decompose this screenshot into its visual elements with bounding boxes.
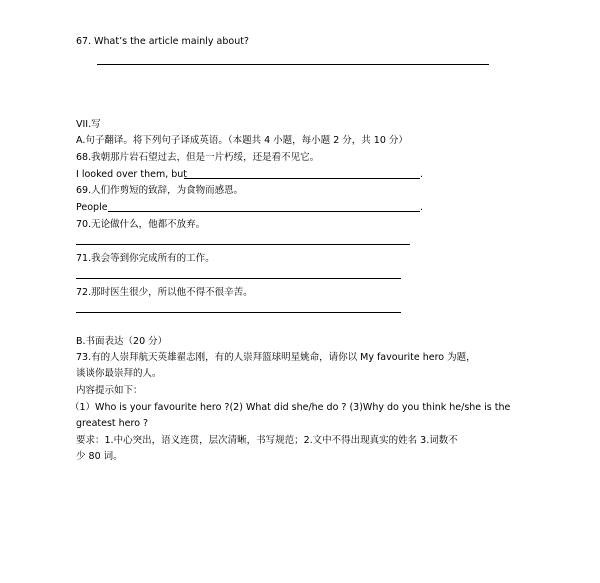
hints-line-cont: greatest hero ? bbox=[76, 418, 149, 429]
answer-line-68[interactable] bbox=[184, 178, 420, 179]
part-b-heading: B.书面表达（20 分） bbox=[76, 336, 168, 347]
answer-line-71[interactable] bbox=[76, 278, 401, 279]
question-68: 68.我朝那片岩石望过去，但是一片朽绥，还是看不见它。 bbox=[76, 152, 320, 163]
answer-line-67[interactable] bbox=[97, 64, 489, 65]
question-69-answer-suffix: . bbox=[420, 202, 424, 213]
answer-line-70[interactable] bbox=[76, 244, 410, 245]
question-73-prompt-cont: 谈谈你最崇拜的人。 bbox=[76, 368, 162, 379]
part-a-instruction: A.句子翻译。将下列句子译成英语。（本题共 4 小题，每小题 2 分，共 10 分） bbox=[76, 135, 408, 146]
question-73-prompt: 73.有的人崇拜航天英雄翟志刚，有的人崇拜篮球明星姚命，请你以 My favourite hero 为题， bbox=[76, 352, 476, 363]
section-heading: VII.写 bbox=[76, 119, 101, 130]
question-67: 67. What’s the article mainly about? bbox=[76, 36, 249, 47]
requirements-cont: 少 80 词。 bbox=[76, 451, 123, 462]
question-69-answer-prefix: People bbox=[76, 202, 108, 213]
question-70: 70.无论做什么，他都不放弃。 bbox=[76, 219, 206, 230]
question-69: 69.人们作剪短的致辞，为食物而感恩。 bbox=[76, 185, 244, 196]
question-68-answer-prefix: I looked over them, but bbox=[76, 169, 188, 180]
answer-line-69[interactable] bbox=[108, 211, 420, 212]
requirements: 要求：1.中心突出，语义连贯，层次清晰，书写规范；2.文中不得出现真实的姓名 3.词数不 bbox=[76, 435, 458, 446]
question-71: 71.我会等到你完成所有的工作。 bbox=[76, 253, 215, 264]
question-72: 72.那时医生很少，所以他不得不很辛苦。 bbox=[76, 287, 253, 298]
hints-title: 内容提示如下： bbox=[76, 385, 143, 396]
answer-line-72[interactable] bbox=[76, 312, 401, 313]
question-68-answer-suffix: . bbox=[420, 169, 424, 180]
hints-line: （1）Who is your favourite hero ?(2) What did she/he do ? (3)Why do you think he/she is the bbox=[70, 402, 511, 413]
